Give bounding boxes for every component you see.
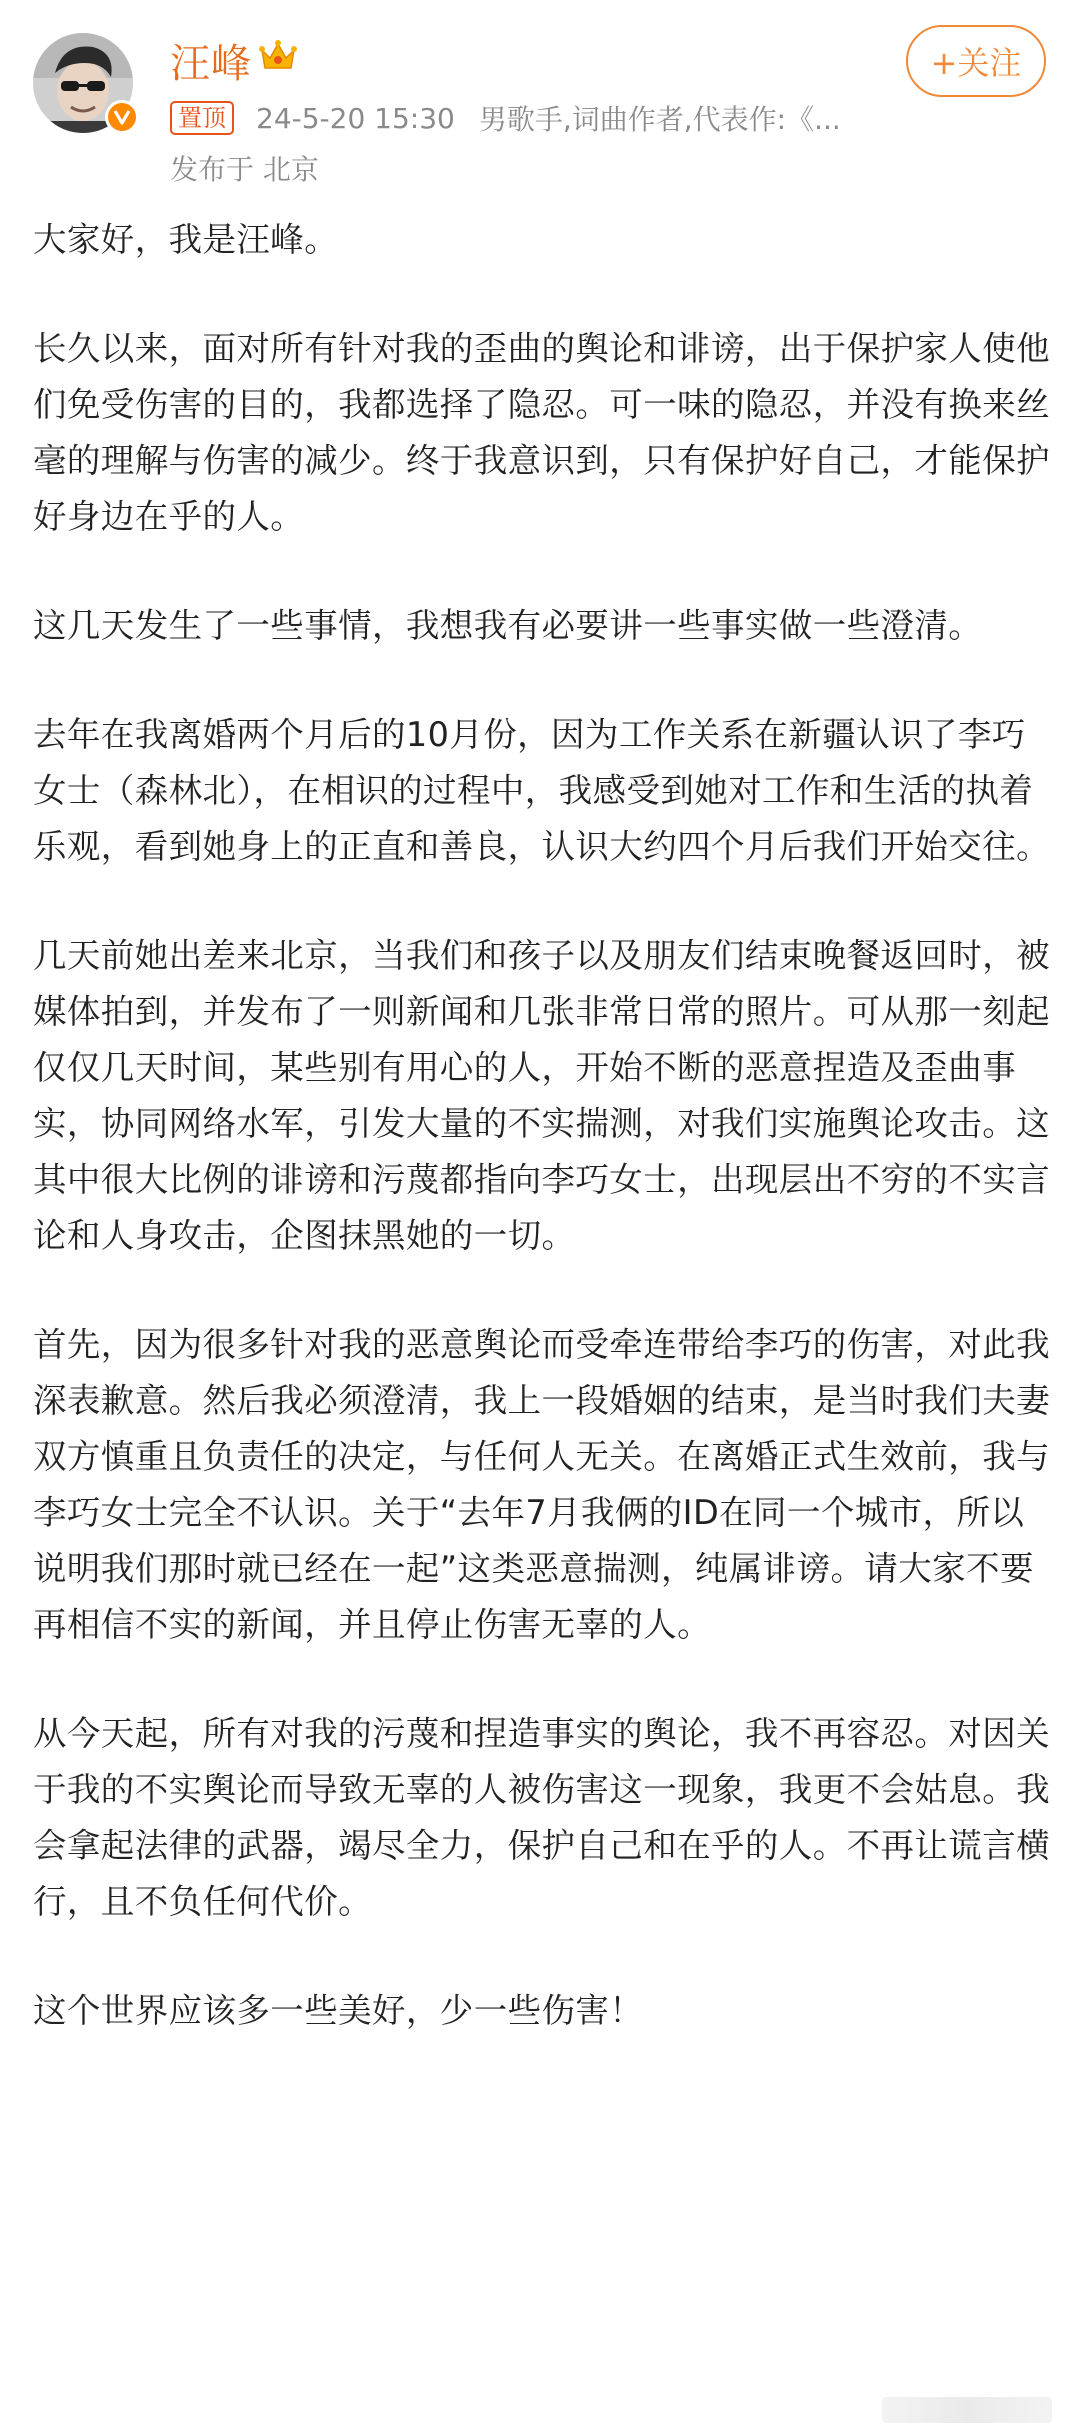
pinned-badge: 置顶 [170, 101, 234, 135]
username[interactable]: 汪峰 [170, 41, 252, 87]
post-paragraph: 首先，因为很多针对我的恶意舆论而受牵连带给李巧的伤害，对此我深表歉意。然后我必须澄清，我上一段婚姻的结束，是当时我们夫妻双方慎重且负责任的决定，与任何人无关。在离婚正式生效前，我与李巧女士完全不认识。关于“去年7月我俩的ID在同一个城市，所以说明我们那时就已经在一起”这类恶意揣测，纯属诽谤。请大家不要再相信不实的新闻，并且停止伤害无辜的人。 [33, 1325, 1050, 1644]
watermark [882, 2397, 1052, 2423]
verified-v-icon [105, 100, 139, 134]
post-time: 24-5-20 15:30 [256, 101, 455, 135]
post-paragraph: 几天前她出差来北京，当我们和孩子以及朋友们结束晚餐返回时，被媒体拍到，并发布了一则新闻和几张非常日常的照片。可从那一刻起仅仅几天时间，某些别有用心的人，开始不断的恶意捏造及歪曲事实，协同网络水军，引发大量的不实揣测，对我们实施舆论攻击。这其中很大比例的诽谤和污蔑都指向李巧女士，出现层出不穷的不实言论和人身攻击，企图抹黑她的一切。 [33, 936, 1050, 1255]
post-header [0, 0, 1080, 190]
post-paragraph: 大家好，我是汪峰。 [33, 220, 339, 259]
post-content [33, 212, 1053, 2092]
post-location: 发布于 北京 [170, 153, 319, 186]
crown-icon [258, 38, 298, 74]
post-paragraph: 从今天起，所有对我的污蔑和捏造事实的舆论，我不再容忍。对因关于我的不实舆论而导致无辜的人被伤害这一现象，我更不会姑息。我会拿起法律的武器，竭尽全力，保护自己和在乎的人。不再让谎言横行，且不负任何代价。 [33, 1714, 1050, 1921]
post-paragraph: 去年在我离婚两个月后的10月份，因为工作关系在新疆认识了李巧女士（森林北），在相识的过程中，我感受到她对工作和生活的执着乐观，看到她身上的正直和善良，认识大约四个月后我们开始交往。 [33, 715, 1050, 866]
follow-button[interactable]: +关注 [906, 25, 1046, 97]
post-paragraph: 这几天发生了一些事情，我想我有必要讲一些事实做一些澄清。 [33, 606, 983, 645]
post-source[interactable]: 男歌手,词曲作者,代表作:《... [478, 103, 841, 136]
post-paragraph: 这个世界应该多一些美好，少一些伤害！ [33, 1991, 644, 2030]
post-paragraph: 长久以来，面对所有针对我的歪曲的舆论和诽谤，出于保护家人使他们免受伤害的目的，我都选择了隐忍。可一味的隐忍，并没有换来丝毫的理解与伤害的减少。终于我意识到，只有保护好自己，才能保护好身边在乎的人。 [33, 329, 1050, 536]
post-meta [170, 98, 859, 138]
